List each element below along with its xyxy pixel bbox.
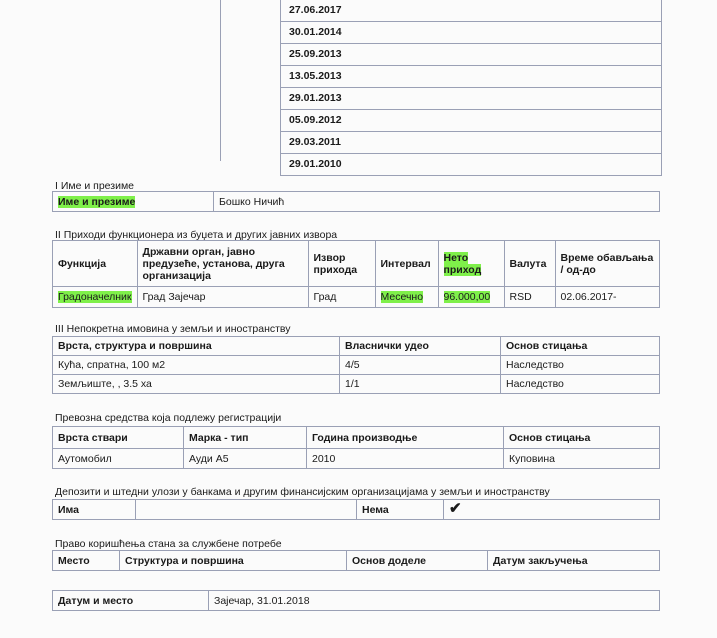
dates-list bbox=[280, 0, 662, 176]
property-header: Основ стицања bbox=[501, 337, 660, 356]
property-table bbox=[52, 336, 660, 394]
housing-header: Датум закључења bbox=[488, 551, 660, 571]
vehicle-cell: Куповина bbox=[504, 449, 660, 469]
vehicle-header: Година производње bbox=[307, 427, 504, 449]
vehicle-table bbox=[52, 426, 660, 469]
section-2-title: II Приходи функционера из буџета и других јавних извора bbox=[55, 229, 338, 241]
table-row bbox=[53, 356, 660, 375]
section-3-title: III Непокретна имовина у земљи и иностранству bbox=[55, 323, 291, 335]
date-place-table bbox=[52, 590, 660, 611]
header-interval: Интервал bbox=[375, 241, 438, 287]
housing-header: Основ доделе bbox=[347, 551, 488, 571]
property-cell: 4/5 bbox=[340, 356, 501, 375]
header-period: Време обављања / од-до bbox=[555, 241, 660, 287]
vehicle-cell: 2010 bbox=[307, 449, 504, 469]
date-place-value: Зајечар, 31.01.2018 bbox=[209, 591, 660, 611]
date-place-label: Датум и место bbox=[53, 591, 209, 611]
header-net: Нето приход bbox=[443, 251, 482, 276]
table-row bbox=[53, 375, 660, 394]
cell-period: 02.06.2017- bbox=[555, 287, 660, 308]
cell-currency: RSD bbox=[504, 287, 555, 308]
name-value: Бошко Ничић bbox=[214, 192, 660, 212]
deposit-none-label: Нема bbox=[357, 500, 444, 520]
header-currency: Валута bbox=[504, 241, 555, 287]
section-5-title: Депозити и штедни улози у банкама и другим финансијским организацијама у земљи и иностранству bbox=[55, 486, 550, 498]
vehicle-header: Врста ствари bbox=[53, 427, 184, 449]
housing-header: Место bbox=[53, 551, 120, 571]
deposit-table bbox=[52, 499, 660, 520]
property-cell: Кућа, спратна, 100 м2 bbox=[53, 356, 340, 375]
name-table bbox=[52, 191, 660, 212]
table-row bbox=[53, 449, 660, 469]
header-organ: Државни орган, јавно предузеће, установа, друга организација bbox=[137, 241, 308, 287]
date-item: 29.01.2010 bbox=[281, 154, 661, 176]
dates-left-border bbox=[220, 0, 281, 161]
property-cell: Наследство bbox=[501, 375, 660, 394]
section-6-title: Право коришћења стана за службене потребе bbox=[55, 538, 282, 550]
property-header: Власнички удео bbox=[340, 337, 501, 356]
date-item: 13.05.2013 bbox=[281, 66, 661, 88]
property-header: Врста, структура и површина bbox=[53, 337, 340, 356]
section-4-title: Превозна средства која подлежу регистрацији bbox=[55, 412, 282, 424]
date-item: 25.09.2013 bbox=[281, 44, 661, 66]
cell-interval: Месечно bbox=[380, 291, 424, 303]
income-table bbox=[52, 240, 660, 308]
housing-header: Структура и површина bbox=[120, 551, 347, 571]
cell-source: Град bbox=[308, 287, 375, 308]
housing-table bbox=[52, 550, 660, 571]
date-item: 29.01.2013 bbox=[281, 88, 661, 110]
cell-net: 96.000,00 bbox=[443, 291, 491, 303]
vehicle-header: Основ стицања bbox=[504, 427, 660, 449]
vehicle-cell: Аутомобил bbox=[53, 449, 184, 469]
name-label: Име и презиме bbox=[58, 195, 136, 208]
deposit-has-label: Има bbox=[53, 500, 136, 520]
checkmark-icon: ✔ bbox=[449, 500, 462, 517]
header-function: Функција bbox=[53, 241, 138, 287]
property-cell: Земљиште, , 3.5 ха bbox=[53, 375, 340, 394]
vehicle-cell: Ауди А5 bbox=[184, 449, 307, 469]
cell-organ: Град Зајечар bbox=[137, 287, 308, 308]
date-item: 05.09.2012 bbox=[281, 110, 661, 132]
vehicle-header: Марка - тип bbox=[184, 427, 307, 449]
cell-function: Градоначелник bbox=[58, 291, 132, 303]
section-1-title: I Име и презиме bbox=[55, 180, 135, 192]
header-source: Извор прихода bbox=[308, 241, 375, 287]
date-item: 30.01.2014 bbox=[281, 22, 661, 44]
date-item: 27.06.2017 bbox=[281, 0, 661, 22]
date-item: 29.03.2011 bbox=[281, 132, 661, 154]
property-cell: Наследство bbox=[501, 356, 660, 375]
property-cell: 1/1 bbox=[340, 375, 501, 394]
